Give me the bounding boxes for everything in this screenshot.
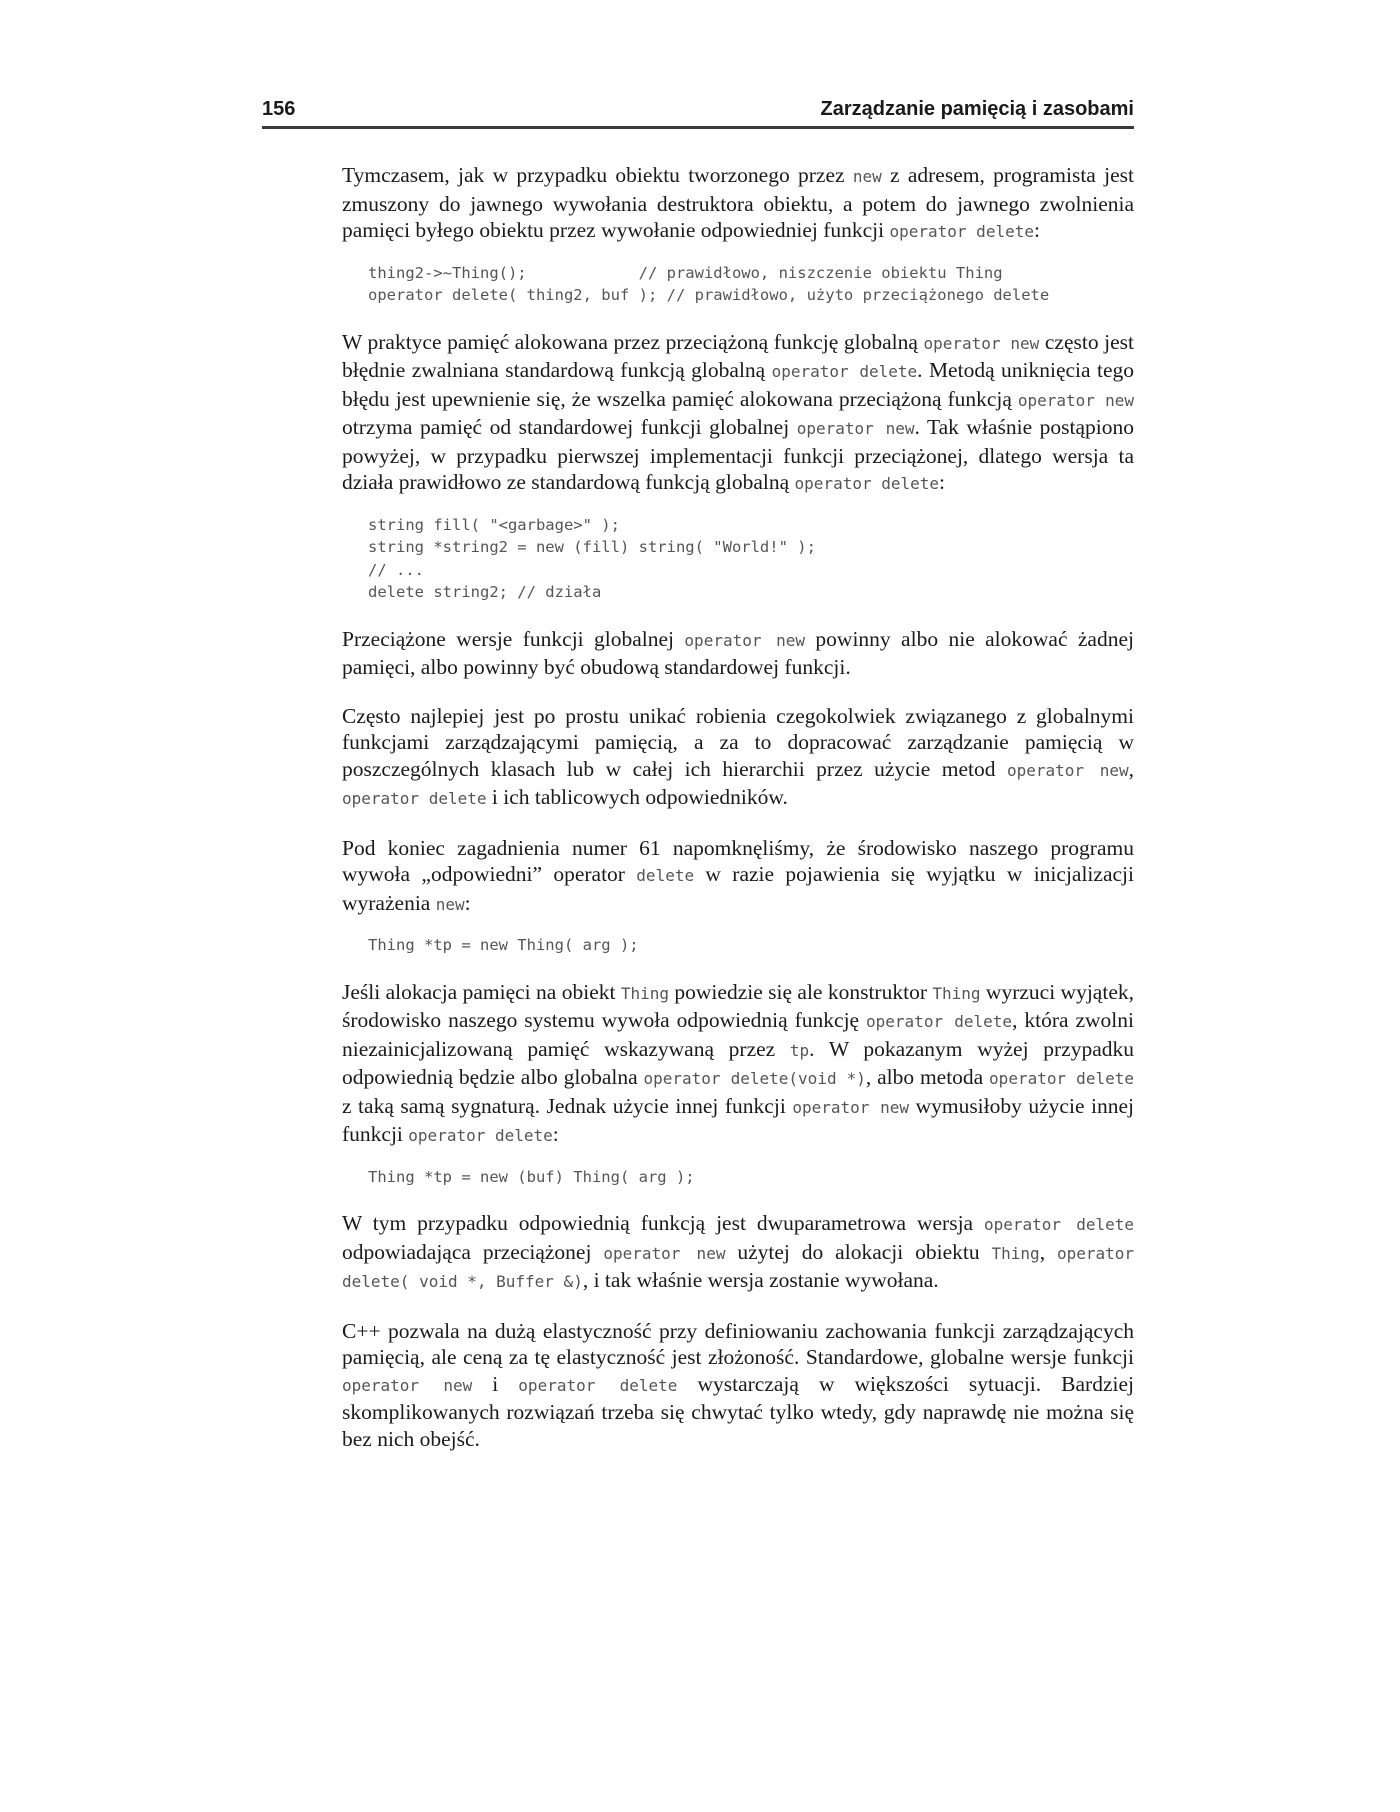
inline-code: new [435, 894, 465, 914]
inline-code: operator new [796, 419, 915, 438]
code-line: thing2->~Thing(); // prawidłowo, niszczenie obiektu Thing [368, 263, 1003, 282]
running-title: Zarządzanie pamięcią i zasobami [820, 98, 1134, 120]
text-run: Często najlepiej jest po prostu unikać robienia czegokolwiek związanego z globalnymi funkcjami zarządzającymi pamięcią, a za to dopracować zarządzanie pamięcią w poszczególnych klasach lub w całej ich hierarchii przez użycie metod [342, 703, 1134, 781]
body-paragraph [342, 329, 1134, 498]
text-run: często jest błędnie zwalniana standardową funkcją globalną [342, 329, 1135, 382]
body-paragraph [342, 1318, 1134, 1453]
text-run: , [1039, 1239, 1057, 1264]
code-line: Thing *tp = new (buf) Thing( arg ); [368, 1167, 695, 1186]
inline-code: operator new [923, 333, 1040, 353]
body-paragraph [342, 979, 1134, 1150]
text-run: użytej do alokacji obiektu [725, 1239, 992, 1264]
inline-code: operator delete [983, 1215, 1134, 1234]
inline-code: operator delete [866, 1012, 1013, 1031]
text-run: wystarczają w większości sytuacji. Bardziej skomplikowanych rozwiązań trzeba się chwytać tylko wtedy, gdy naprawdę nie można się bez nich obejść. [342, 1371, 1134, 1451]
inline-code: Thing [620, 983, 670, 1003]
inline-code: operator new [342, 1375, 473, 1395]
inline-code: operator new [684, 630, 806, 650]
page-body [342, 162, 1134, 1474]
text-run: powiedzie się ale konstruktor [669, 979, 933, 1004]
text-run: : [939, 470, 946, 494]
text-run: Pod koniec zagadnienia numer 61 napomknęliśmy, że środowisko naszego programu wywoła „odpowiedni” operator [342, 835, 1134, 886]
inline-code: operator delete [518, 1375, 678, 1395]
text-run: W praktyce pamięć alokowana przez przeciążoną funkcję globalną [342, 329, 924, 354]
text-run: otrzyma pamięć od standardowej funkcji globalnej [342, 415, 797, 439]
text-run: w razie pojawienia się wyjątku w inicjalizacji wyrażenia [342, 862, 1134, 915]
text-run: i [472, 1371, 519, 1396]
code-block [368, 934, 1134, 957]
text-run: , albo metoda [865, 1065, 990, 1089]
body-paragraph [342, 1210, 1134, 1296]
inline-code: operator delete [771, 362, 918, 381]
text-run: C++ pozwala na dużą elastyczność przy definiowaniu zachowania funkcji zarządzających pamięcią, ale ceną za tę elastyczność jest złożoność. Standardowe, globalne wersje funkcji [342, 1318, 1134, 1369]
text-run: , [1128, 756, 1134, 781]
text-run: . W pokazanym wyżej przypadku odpowiednią będzie albo globalna [342, 1036, 1134, 1089]
text-run: wymusiłoby użycie innej funkcji [342, 1093, 1134, 1146]
body-paragraph [342, 626, 1134, 681]
code-line: operator delete( thing2, buf ); // prawidłowo, użyto przeciążonego delete [368, 286, 1050, 304]
text-run: powinny albo nie alokować żadnej pamięci, albo powinny być obudową standardowej funkcji. [342, 626, 1134, 679]
text-run: i ich tablicowych odpowiedników. [486, 785, 788, 809]
inline-code: operator delete(void *) [643, 1069, 866, 1088]
text-run: odpowiadająca przeciążonej [342, 1239, 604, 1264]
text-run: . Metodą uniknięcia tego błędu jest upewnienie się, że wszelka pamięć alokowana przeciążoną funkcją [342, 358, 1134, 411]
inline-code: tp [789, 1040, 810, 1060]
inline-code: new [852, 167, 882, 186]
text-run: z adresem, programista jest zmuszony do jawnego wywołania destruktora obiektu, a potem do jawnego zwolnienia pamięci byłego obiektu przez wywołanie odpowiedniej funkcji [342, 163, 1134, 242]
text-run: W tym przypadku odpowiednią funkcją jest dwuparametrowa wersja [342, 1211, 984, 1235]
inline-code: operator new [603, 1243, 726, 1263]
text-run: Jeśli alokacja pamięci na obiekt [342, 979, 621, 1004]
text-run: z taką samą sygnaturą. Jednak użycie innej funkcji [342, 1093, 793, 1118]
inline-code: Thing [991, 1243, 1040, 1263]
text-run: : [464, 890, 471, 915]
text-run: : [552, 1122, 559, 1146]
code-line: delete string2; // działa [368, 583, 602, 601]
code-block [368, 514, 1134, 604]
inline-code: operator delete [889, 222, 1034, 241]
page-number: 156 [262, 98, 296, 120]
inline-code: operator new [1017, 390, 1135, 410]
inline-code: operator delete [342, 789, 487, 808]
inline-code: Thing [932, 983, 981, 1003]
code-line: string fill( "<garbage>" ); [368, 515, 620, 534]
code-line: // ... [368, 560, 424, 579]
text-run: : [1033, 218, 1040, 242]
code-block [368, 1166, 1134, 1189]
text-run: , która zwolni niezainicjalizowaną pamięć wskazywaną przez [342, 1008, 1134, 1061]
text-run: , i tak właśnie wersja zostanie wywołana. [582, 1268, 939, 1292]
page-header [262, 96, 1134, 129]
code-block [368, 262, 1134, 307]
inline-code: operator delete [989, 1069, 1134, 1088]
code-line: string *string2 = new (fill) string( "World!" ); [368, 538, 816, 556]
text-run: Przeciążone wersje funkcji globalnej [342, 626, 685, 651]
text-run: . Tak właśnie postąpiono powyżej, w przypadku pierwszej implementacji funkcji przeciążonej, dlatego wersja ta działa prawidłowo ze standardową funkcją globalną [342, 415, 1134, 494]
inline-code: operator new [1006, 760, 1129, 780]
inline-code: operator delete( void *, Buffer &) [342, 1243, 1135, 1291]
body-paragraph [342, 703, 1134, 813]
code-line: Thing *tp = new Thing( arg ); [368, 936, 639, 954]
text-run: wyrzuci wyjątek, środowisko naszego systemu wywoła odpowiednią funkcję [342, 979, 1134, 1032]
body-paragraph [342, 835, 1134, 919]
inline-code: delete [636, 866, 695, 885]
inline-code: operator delete [408, 1126, 553, 1145]
inline-code: operator delete [794, 474, 940, 493]
body-paragraph [342, 162, 1134, 246]
text-run: Tymczasem, jak w przypadku obiektu tworzonego przez [342, 163, 853, 187]
inline-code: operator new [792, 1097, 910, 1117]
